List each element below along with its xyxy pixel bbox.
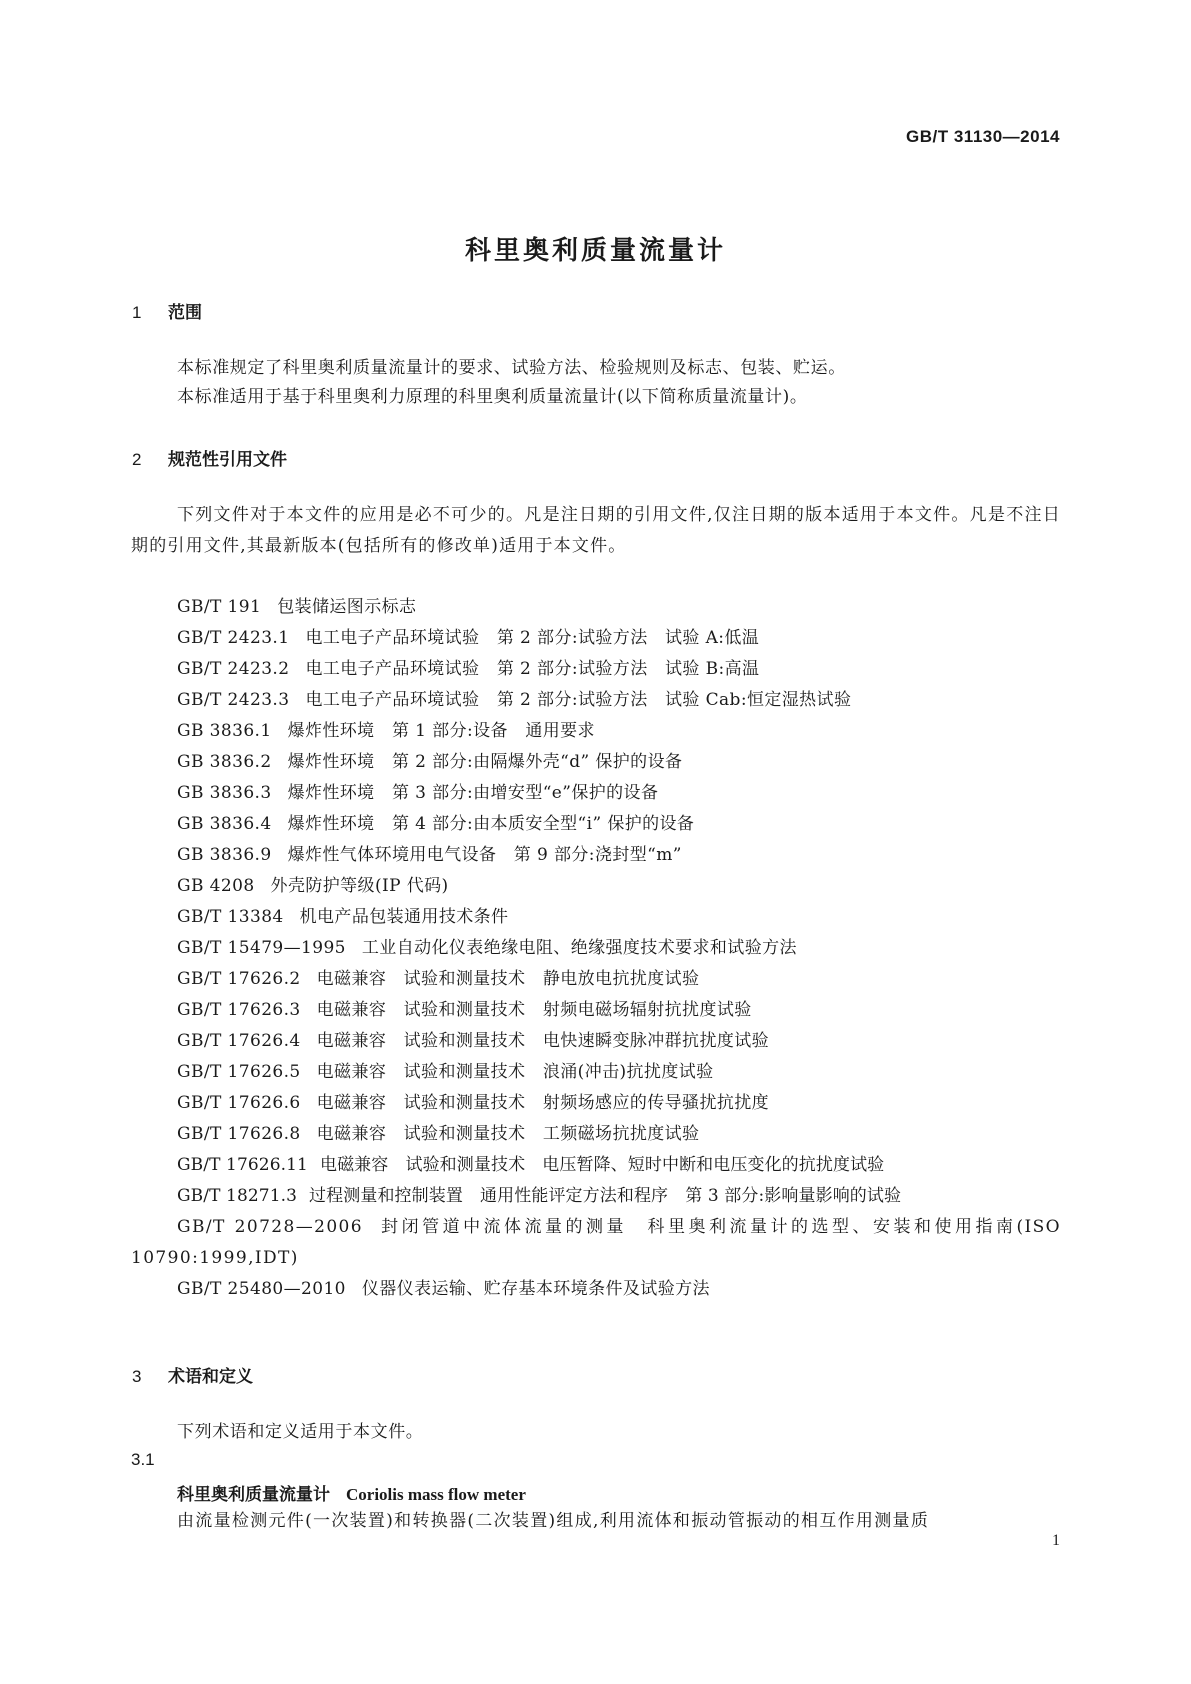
reference-title: 电磁兼容 试验和测量技术 静电放电抗扰度试验 [316, 969, 700, 989]
term-english: Coriolis mass flow meter [346, 1485, 526, 1504]
section-number: 3 [132, 1367, 142, 1386]
reference-title: 电工电子产品环境试验 第 2 部分:试验方法 试验 A:低温 [305, 628, 760, 648]
section-title: 术语和定义 [168, 1367, 253, 1387]
reference-title: 机电产品包装通用技术条件 [299, 907, 509, 927]
reference-item [177, 964, 1061, 995]
reference-title: 电工电子产品环境试验 第 2 部分:试验方法 试验 Cab:恒定湿热试验 [305, 690, 852, 710]
reference-item [177, 1088, 1061, 1119]
reference-code: GB/T 17626.8 [177, 1124, 301, 1144]
reference-title: 包装储运图示标志 [277, 597, 417, 617]
reference-item [177, 654, 1061, 685]
reference-title: 电磁兼容 试验和测量技术 电压暂降、短时中断和电压变化的抗扰度试验 [319, 1155, 885, 1175]
reference-code: GB/T 2423.1 [177, 628, 290, 648]
reference-item [177, 747, 1061, 778]
reference-code: GB/T 13384 [177, 907, 284, 927]
reference-item [177, 840, 1061, 871]
reference-item [177, 685, 1061, 716]
section-number: 1 [132, 303, 142, 322]
reference-title: 爆炸性环境 第 3 部分:由增安型“e”保护的设备 [287, 783, 659, 803]
reference-item [177, 1274, 1061, 1305]
reference-item [177, 995, 1061, 1026]
term-definition: 由流量检测元件(一次装置)和转换器(二次装置)组成,利用流体和振动管振动的相互作用测量质 [177, 1511, 930, 1531]
section-title: 规范性引用文件 [168, 450, 287, 470]
term-chinese: 科里奥利质量流量计 [177, 1485, 330, 1505]
reference-code: GB/T 18271.3 [177, 1186, 298, 1206]
reference-title: 爆炸性气体环境用电气设备 第 9 部分:浇封型“m” [287, 845, 682, 865]
reference-item [177, 778, 1061, 809]
reference-item [177, 809, 1061, 840]
reference-title: 电工电子产品环境试验 第 2 部分:试验方法 试验 B:高温 [305, 659, 760, 679]
reference-title: 电磁兼容 试验和测量技术 射频场感应的传导骚扰抗扰度 [316, 1093, 770, 1113]
reference-item [177, 1057, 1061, 1088]
reference-code: GB/T 15479—1995 [177, 938, 346, 958]
reference-code: GB 3836.3 [177, 783, 272, 803]
reference-code: GB/T 17626.2 [177, 969, 301, 989]
reference-code: GB/T 17626.5 [177, 1062, 301, 1082]
reference-code: GB/T 17626.6 [177, 1093, 301, 1113]
reference-item [177, 871, 1061, 902]
reference-item [177, 623, 1061, 654]
reference-code: GB/T 25480—2010 [177, 1279, 346, 1299]
reference-code: GB/T 2423.2 [177, 659, 290, 679]
section-title: 范围 [168, 303, 202, 323]
reference-item [177, 592, 1061, 623]
reference-item [177, 933, 1061, 964]
reference-title: 电磁兼容 试验和测量技术 浪涌(冲击)抗扰度试验 [316, 1062, 714, 1082]
paragraph: 下列文件对于本文件的应用是必不可少的。凡是注日期的引用文件,仅注日期的版本适用于本文件。凡是不注日期的引用文件,其最新版本(包括所有的修改单)适用于本文件。 [131, 505, 1061, 556]
reference-title: 爆炸性环境 第 1 部分:设备 通用要求 [287, 721, 595, 741]
reference-item [177, 902, 1061, 933]
reference-code: GB/T 17626.11 [177, 1155, 308, 1175]
reference-title: 电磁兼容 试验和测量技术 射频电磁场辐射抗扰度试验 [316, 1000, 752, 1020]
reference-item [177, 1026, 1061, 1057]
reference-code: GB/T 20728—2006 [177, 1217, 363, 1237]
reference-title: 过程测量和控制装置 通用性能评定方法和程序 第 3 部分:影响量影响的试验 [309, 1186, 902, 1206]
reference-code: GB 3836.9 [177, 845, 272, 865]
paragraph: 本标准适用于基于科里奥利力原理的科里奥利质量流量计(以下简称质量流量计)。 [177, 387, 808, 407]
reference-code: GB 3836.2 [177, 752, 272, 772]
section-heading-scope [132, 298, 202, 323]
reference-title: 电磁兼容 试验和测量技术 电快速瞬变脉冲群抗扰度试验 [316, 1031, 770, 1051]
standard-code: GB/T 31130—2014 [906, 127, 1060, 146]
reference-title: 爆炸性环境 第 4 部分:由本质安全型“i” 保护的设备 [287, 814, 695, 834]
reference-title: 封闭管道中流体流量的测量 科里奥利流量计的选型、安装和使用指南(ISO 10790:1999,IDT) [131, 1217, 1061, 1268]
section-heading-normative-references [132, 445, 287, 470]
clause-number: 3.1 [131, 1450, 155, 1469]
section-number: 2 [132, 450, 142, 469]
document-title: 科里奥利质量流量计 [464, 236, 726, 266]
page-number: 1 [1052, 1532, 1060, 1549]
reference-item [177, 1150, 1061, 1181]
reference-item [177, 1181, 1061, 1212]
reference-code: GB/T 2423.3 [177, 690, 290, 710]
reference-item [177, 716, 1061, 747]
reference-code: GB 3836.4 [177, 814, 272, 834]
term-entry [177, 1480, 526, 1505]
reference-code: GB 4208 [177, 876, 255, 896]
reference-title: 爆炸性环境 第 2 部分:由隔爆外壳“d” 保护的设备 [287, 752, 683, 772]
reference-item [177, 1119, 1061, 1150]
reference-title: 仪器仪表运输、贮存基本环境条件及试验方法 [361, 1279, 710, 1299]
reference-code: GB/T 191 [177, 597, 262, 617]
reference-title: 外壳防护等级(IP 代码) [270, 876, 449, 896]
reference-title: 电磁兼容 试验和测量技术 工频磁场抗扰度试验 [316, 1124, 700, 1144]
section-heading-terms-definitions [132, 1362, 253, 1387]
reference-code: GB/T 17626.3 [177, 1000, 301, 1020]
reference-code: GB 3836.1 [177, 721, 272, 741]
reference-list [131, 592, 1061, 1305]
reference-item [131, 1212, 1061, 1274]
paragraph: 本标准规定了科里奥利质量流量计的要求、试验方法、检验规则及标志、包装、贮运。 [177, 358, 846, 378]
paragraph: 下列术语和定义适用于本文件。 [177, 1422, 424, 1442]
reference-title: 工业自动化仪表绝缘电阻、绝缘强度技术要求和试验方法 [361, 938, 797, 958]
reference-code: GB/T 17626.4 [177, 1031, 301, 1051]
